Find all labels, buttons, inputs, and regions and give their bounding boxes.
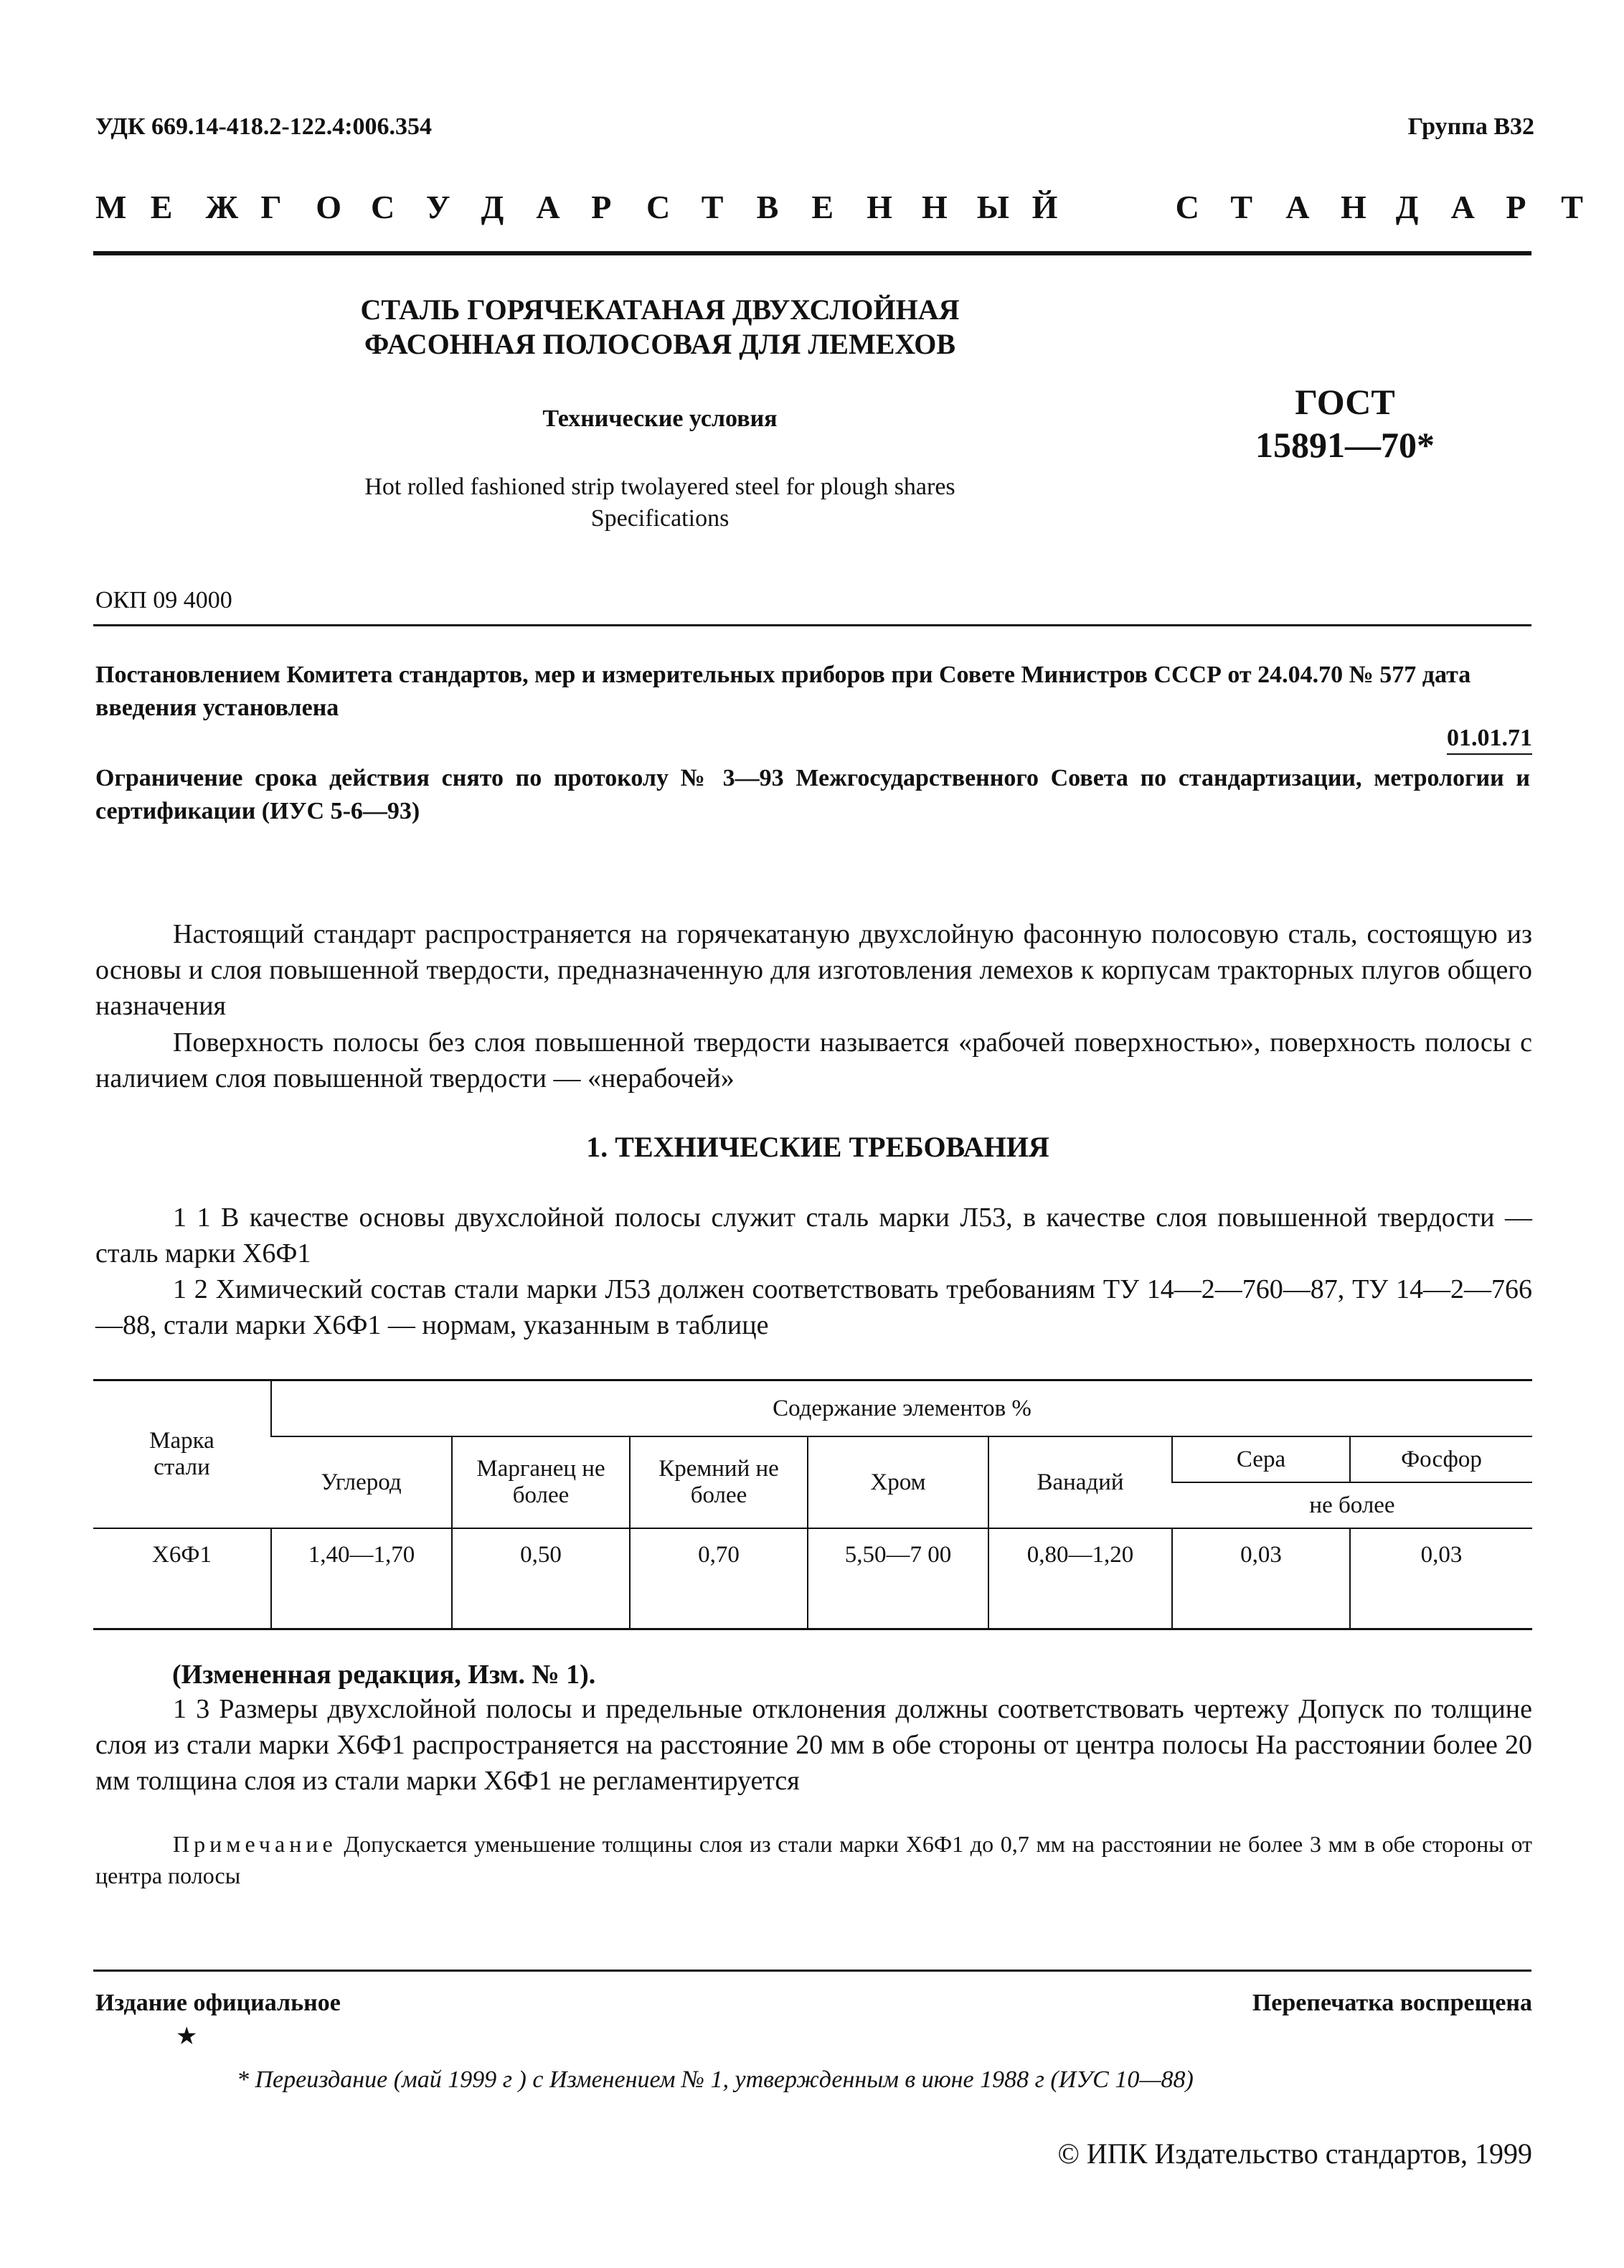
effective-date: 01.01.71 xyxy=(1447,725,1532,755)
column-header-phosphorus: Фосфор xyxy=(1350,1436,1532,1482)
heading-letter: Р xyxy=(591,189,612,225)
okp-code: ОКП 09 4000 xyxy=(95,587,232,613)
group-code: Группа В32 xyxy=(1407,113,1534,140)
column-header-manganese: Марганец не более xyxy=(452,1436,630,1528)
title-line-1: СТАЛЬ ГОРЯЧЕКАТАНАЯ ДВУХСЛОЙНАЯ xyxy=(360,293,960,326)
reprint-prohibited-label: Перепечатка воспрещена xyxy=(1252,1990,1532,2016)
section-1-heading: 1. ТЕХНИЧЕСКИЕ ТРЕБОВАНИЯ xyxy=(586,1131,1049,1163)
heading-letter: Ы xyxy=(976,189,1009,225)
intro-paragraph-1: Настоящий стандарт распространяется на горячекатаную двухслойную фасонную полосовую сталь, состоящую из основы и слоя повышенной твердости, предназначенную для изготовления лемехов к корпусам тракторных плугов общего назначения xyxy=(95,919,1532,1021)
heading-letter: Н xyxy=(922,189,948,225)
column-header-vanadium: Ванадий xyxy=(988,1436,1172,1528)
clause-1-2: 1 2 Химический состав стали марки Л53 должен соответствовать требованиям ТУ 14—2—760—87, ТУ 14—2—766—88, стали марки Х6Ф1 — нормам, указанным в таблице xyxy=(95,1274,1532,1340)
english-title-line-2: Specifications xyxy=(590,505,730,532)
heading-letter: Е xyxy=(150,189,173,225)
star-icon: ★ xyxy=(176,2023,198,2050)
okp-rule xyxy=(93,624,1531,626)
heading-letter: У xyxy=(425,189,450,225)
heading-letter: Д xyxy=(1395,189,1419,225)
amendment-note: (Измененная редакция, Изм. № 1). xyxy=(172,1660,596,1690)
cell-manganese: 0,50 xyxy=(452,1528,630,1629)
heading-letter: М xyxy=(95,189,127,225)
heading-letter: Т xyxy=(1561,189,1583,225)
heading-letter: А xyxy=(1450,189,1475,225)
english-title xyxy=(237,471,1083,535)
title-line-2: ФАСОННАЯ ПОЛОСОВАЯ ДЛЯ ЛЕМЕХОВ xyxy=(364,328,956,360)
document-subtitle: Технические условия xyxy=(542,405,778,432)
cell-silicon: 0,70 xyxy=(630,1528,808,1629)
column-header-chromium: Хром xyxy=(808,1436,988,1528)
note-block xyxy=(95,1828,1532,1891)
udk-code: УДК 669.14-418.2-122.4:006.354 xyxy=(95,113,433,140)
column-header-carbon: Углерод xyxy=(271,1436,452,1528)
gost-label: ГОСТ xyxy=(1295,382,1395,422)
chemical-composition-table xyxy=(93,1379,1532,1630)
heading-letter: С xyxy=(1175,189,1199,225)
note-text: Допускается уменьшение толщины слоя из стали марки Х6Ф1 до 0,7 мм на расстоянии не более 3 мм в обе стороны от центра полосы xyxy=(95,1831,1532,1888)
copyright: © ИПК Издательство стандартов, 1999 xyxy=(1057,2137,1532,2170)
header-rule xyxy=(93,251,1531,255)
heading-letter: Д xyxy=(481,189,504,225)
reissue-note: * Переиздание (май 1999 г ) с Изменением № 1, утвержденным в июне 1988 г (ИУС 10—88) xyxy=(237,2066,1194,2093)
heading-letter: А xyxy=(536,189,560,225)
cell-phosphorus: 0,03 xyxy=(1350,1528,1532,1629)
heading-letter: Т xyxy=(1230,189,1253,225)
heading-letter: О xyxy=(316,189,341,225)
heading-letter: Й xyxy=(1031,189,1058,225)
clause-1-3: 1 3 Размеры двухслойной полосы и предельные отклонения должны соответствовать чертежу Допуск по толщине слоя из стали марки Х6Ф1 распространяется на расстояние 20 мм в обе стороны от центра полосы На расстоянии более 20 мм толщина слоя из стали марки Х6Ф1 не регламентируется xyxy=(95,1694,1532,1796)
heading-letter: Г xyxy=(260,189,282,225)
heading-letter: А xyxy=(1285,189,1310,225)
heading-letter: Н xyxy=(867,189,892,225)
cell-sulfur: 0,03 xyxy=(1172,1528,1350,1629)
heading-letter: Р xyxy=(1506,189,1526,225)
note-label: Примечание xyxy=(173,1831,337,1857)
footer-rule xyxy=(93,1970,1531,1972)
heading-letter: Е xyxy=(811,189,834,225)
decree-text: Постановлением Комитета стандартов, мер и измерительных приборов при Совете Министров СССР от 24.04.70 № 577 дата введения установлена xyxy=(95,662,1471,721)
english-title-line-1: Hot rolled fashioned strip twolayered steel for plough shares xyxy=(364,474,955,500)
heading-letter: С xyxy=(371,189,395,225)
heading-letter: Ж xyxy=(205,189,239,225)
cell-grade: Х6Ф1 xyxy=(152,1542,212,1568)
max-note: не более xyxy=(1172,1482,1532,1528)
gost-designation xyxy=(1227,380,1463,466)
column-header-silicon: Кремний не более xyxy=(630,1436,808,1528)
heading-letter: Т xyxy=(701,189,724,225)
gost-number: 15891—70* xyxy=(1255,425,1435,465)
intro-paragraph-2: Поверхность полосы без слоя повышенной твердости называется «рабочей поверхностью», поверхность полосы с наличием слоя повышенной твердости — «нерабочей» xyxy=(95,1027,1532,1093)
heading-letter: В xyxy=(756,189,779,225)
document-title xyxy=(287,293,1033,362)
heading-letter: Н xyxy=(1341,189,1366,225)
cell-carbon: 1,40—1,70 xyxy=(271,1528,452,1629)
table-row xyxy=(93,1528,1532,1629)
cell-chromium: 5,50—7 00 xyxy=(808,1528,988,1629)
official-edition-label: Издание официальное xyxy=(95,1990,341,2016)
heading-letter: С xyxy=(646,189,671,225)
column-header-sulfur: Сера xyxy=(1172,1436,1350,1482)
grade-header: Марка стали xyxy=(93,1380,271,1529)
limit-removal-text: Ограничение срока действия снято по протоколу № 3—93 Межгосударственного Совета по стандартизации, метрологии и сертификации (ИУС 5-6—93) xyxy=(95,765,1530,824)
content-header: Содержание элементов % xyxy=(271,1380,1532,1437)
clause-1-1: 1 1 В качестве основы двухслойной полосы служит сталь марки Л53, в качестве слоя повышенной твердости — сталь марки Х6Ф1 xyxy=(95,1203,1532,1269)
cell-vanadium: 0,80—1,20 xyxy=(988,1528,1172,1629)
